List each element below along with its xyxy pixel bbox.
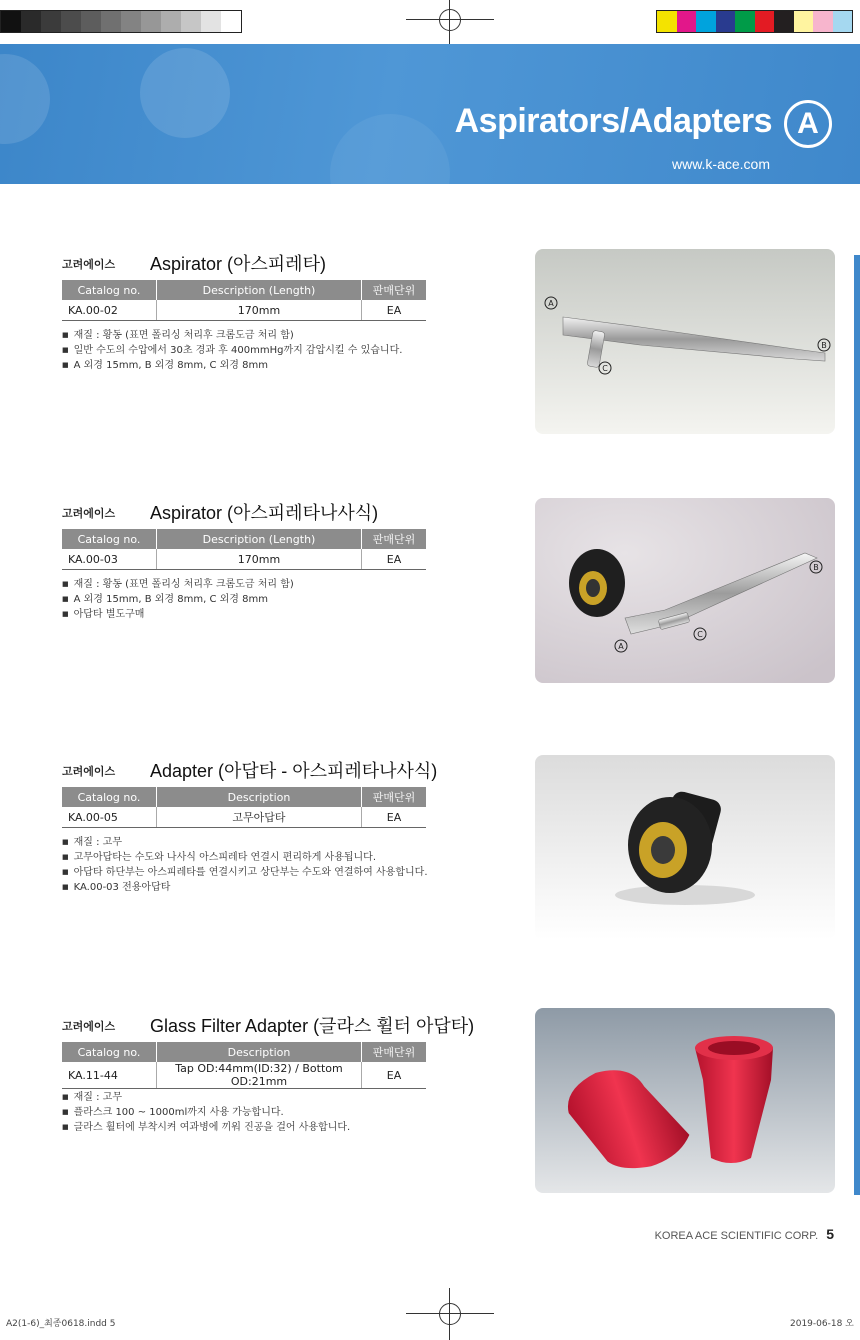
product-notes [62, 328, 402, 373]
photo-label-a: A [618, 642, 624, 651]
col-catalog: Catalog no. [62, 787, 157, 807]
table-header-row [62, 280, 426, 300]
color-calibration-bar [656, 10, 853, 33]
description: Tap OD:44mm(ID:32) / Bottom OD:21mm [157, 1062, 362, 1089]
note-item: ■ KA.00-03 전용아답타 [62, 880, 428, 895]
note-item: ■ 재질 : 황동 (표면 폴리싱 처리후 크롬도금 처리 함) [62, 577, 294, 592]
col-description: Description [157, 1042, 362, 1062]
col-catalog: Catalog no. [62, 529, 157, 549]
product-photo-adapter [535, 755, 835, 940]
product-photo-glass-filter-adapter [535, 1008, 835, 1193]
col-unit: 판매단위 [362, 1042, 427, 1062]
page-title: Aspirators/Adapters [454, 102, 772, 140]
product-name: Adapter (아답타 - 아스피레타나사식) [150, 761, 438, 781]
note-item: ■ 아답타 하단부는 아스피레타를 연결시키고 상단부는 수도와 연결하여 사용합니다. [62, 865, 428, 880]
registration-mark-bottom [430, 1294, 470, 1334]
spec-table [62, 529, 426, 570]
unit: EA [362, 549, 427, 570]
company-name: KOREA ACE SCIENTIFIC CORP. [654, 1230, 819, 1242]
catalog-number: KA.00-03 [62, 549, 157, 570]
photo-label-c: C [697, 630, 703, 639]
col-unit: 판매단위 [362, 529, 427, 549]
product-notes [62, 577, 294, 622]
color-swatch [677, 11, 697, 32]
note-item: ■ 재질 : 고무 [62, 835, 428, 850]
note-item: ■ 고무아답타는 수도와 나사식 아스피레타 연결시 편리하게 사용됩니다. [62, 850, 428, 865]
table-header-row [62, 1042, 426, 1062]
color-swatch [774, 11, 794, 32]
brand-label: 고려에이스 [62, 765, 116, 778]
gray-swatch [21, 11, 41, 32]
product-notes [62, 1090, 350, 1135]
gray-swatch [121, 11, 141, 32]
unit: EA [362, 300, 427, 321]
product-name: Aspirator (아스피레타) [150, 254, 326, 274]
col-unit: 판매단위 [362, 787, 427, 807]
gray-swatch [101, 11, 121, 32]
page-number: 5 [826, 1226, 834, 1242]
note-item: ■ 일반 수도의 수압에서 30초 경과 후 400mmHg까지 감압시킬 수 있습니다. [62, 343, 402, 358]
col-description: Description (Length) [157, 280, 362, 300]
registration-mark-top [430, 0, 470, 40]
page-footer [655, 1226, 834, 1242]
color-swatch [735, 11, 755, 32]
col-description: Description [157, 787, 362, 807]
color-swatch [794, 11, 814, 32]
spec-table [62, 1042, 426, 1089]
catalog-number: KA.11-44 [62, 1062, 157, 1089]
table-row [62, 549, 426, 570]
gray-swatch [201, 11, 221, 32]
spec-table [62, 280, 426, 321]
product-photo-aspirator-screw [535, 498, 835, 683]
col-unit: 판매단위 [362, 280, 427, 300]
gray-swatch [81, 11, 101, 32]
header-banner [0, 44, 860, 184]
photo-label-b: B [813, 563, 819, 572]
product-photo-aspirator [535, 249, 835, 434]
description: 170mm [157, 549, 362, 570]
gray-swatch [61, 11, 81, 32]
gray-swatch [181, 11, 201, 32]
brand-label: 고려에이스 [62, 507, 116, 520]
photo-label-b: B [821, 341, 827, 350]
catalog-number: KA.00-05 [62, 807, 157, 828]
description: 고무아답타 [157, 807, 362, 828]
unit: EA [362, 807, 427, 828]
gray-swatch [1, 11, 21, 32]
gray-swatch [141, 11, 161, 32]
product-adapter [62, 757, 438, 893]
product-glass-filter-adapter [62, 1012, 475, 1133]
color-swatch [813, 11, 833, 32]
col-catalog: Catalog no. [62, 1042, 157, 1062]
color-swatch [716, 11, 736, 32]
product-notes [62, 835, 428, 895]
note-item: ■ 재질 : 고무 [62, 1090, 350, 1105]
spec-table [62, 787, 426, 828]
table-row [62, 300, 426, 321]
table-header-row [62, 529, 426, 549]
brand-label: 고려에이스 [62, 1020, 116, 1033]
table-header-row [62, 787, 426, 807]
file-slug: A2(1-6)_최종0618.indd 5 [6, 1319, 116, 1329]
note-item: ■ 재질 : 황동 (표면 폴리싱 처리후 크롬도금 처리 함) [62, 328, 402, 343]
gray-swatch [221, 11, 241, 32]
gray-swatch [41, 11, 61, 32]
note-item: ■ A 외경 15mm, B 외경 8mm, C 외경 8mm [62, 358, 402, 373]
photo-label-c: C [602, 364, 608, 373]
note-item: ■ 아답타 별도구매 [62, 607, 294, 622]
brand-label: 고려에이스 [62, 258, 116, 271]
color-swatch [833, 11, 853, 32]
color-swatch [657, 11, 677, 32]
product-aspirator-screw [62, 499, 428, 620]
side-tab-bar [854, 255, 860, 1195]
website-url[interactable]: www.k-ace.com [671, 156, 770, 172]
col-catalog: Catalog no. [62, 280, 157, 300]
product-name: Aspirator (아스피레타나사식) [150, 503, 379, 523]
unit: EA [362, 1062, 427, 1089]
note-item: ■ 플라스크 100 ~ 1000ml까지 사용 가능합니다. [62, 1105, 350, 1120]
table-row [62, 807, 426, 828]
date-slug: 2019-06-18 오 [790, 1319, 854, 1329]
color-swatch [696, 11, 716, 32]
note-item: ■ A 외경 15mm, B 외경 8mm, C 외경 8mm [62, 592, 294, 607]
note-item: ■ 글라스 휠터에 부착시켜 여과병에 끼워 진공을 걸어 사용합니다. [62, 1120, 350, 1135]
product-aspirator [62, 250, 428, 371]
grayscale-calibration-bar [0, 10, 242, 33]
col-description: Description (Length) [157, 529, 362, 549]
gray-swatch [161, 11, 181, 32]
product-name: Glass Filter Adapter (글라스 휠터 아답타) [150, 1016, 475, 1036]
description: 170mm [157, 300, 362, 321]
photo-label-a: A [548, 299, 554, 308]
section-badge: A [784, 100, 832, 148]
color-swatch [755, 11, 775, 32]
catalog-number: KA.00-02 [62, 300, 157, 321]
table-row [62, 1062, 426, 1089]
